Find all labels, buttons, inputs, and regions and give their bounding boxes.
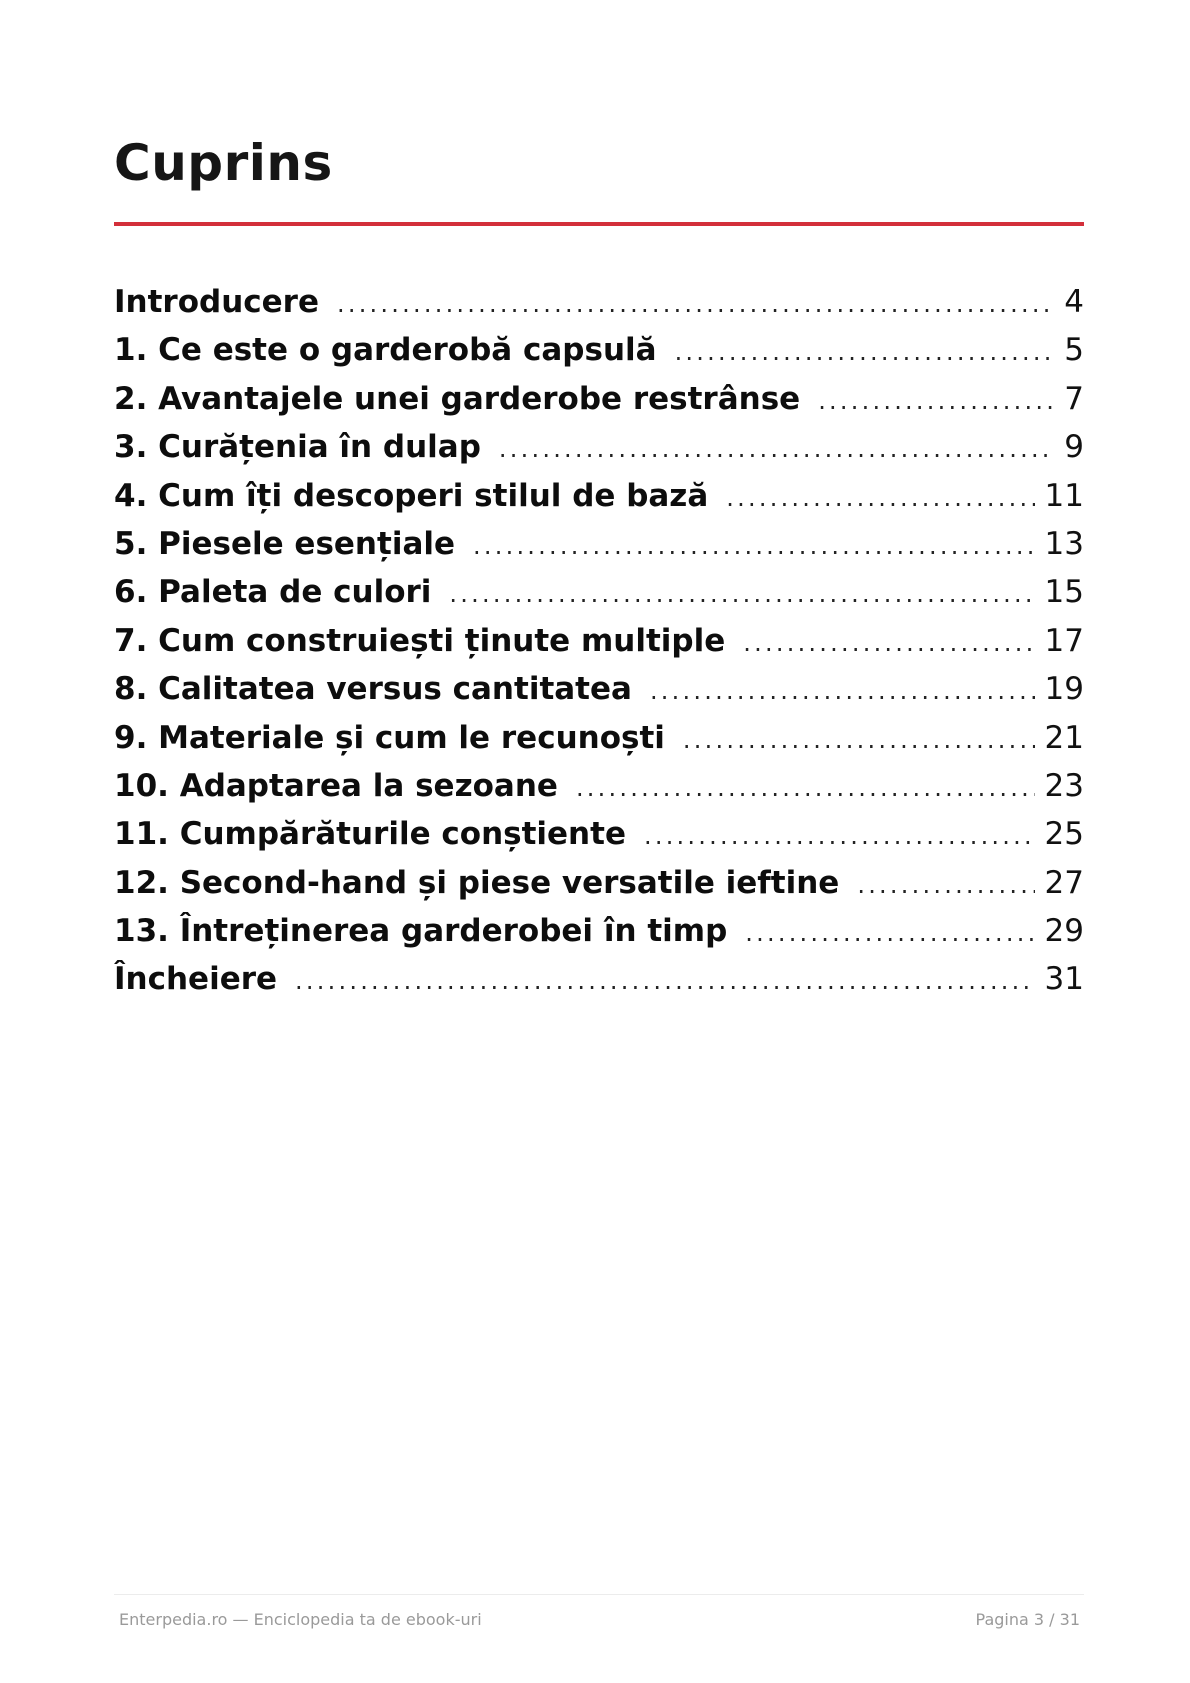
toc-entry-label: 9. Materiale și cum le recunoști bbox=[114, 719, 665, 756]
toc-dot-leader bbox=[818, 377, 1054, 425]
toc-entry-label: 1. Ce este o garderobă capsulă bbox=[114, 332, 657, 369]
toc-entry-page: 23 bbox=[1044, 767, 1084, 804]
toc-entry[interactable] bbox=[114, 326, 1084, 374]
toc-entry-page: 27 bbox=[1044, 864, 1084, 901]
toc-dot-leader bbox=[683, 716, 1035, 764]
toc-dot-leader bbox=[449, 570, 1034, 618]
toc-entry-label: 6. Paleta de culori bbox=[114, 574, 432, 611]
toc-entry[interactable] bbox=[114, 520, 1084, 568]
footer-divider bbox=[114, 1594, 1084, 1595]
toc-entry-page: 31 bbox=[1044, 961, 1084, 998]
toc-entry-label: 10. Adaptarea la sezoane bbox=[114, 767, 558, 804]
toc-entry[interactable] bbox=[114, 714, 1084, 762]
toc-dot-leader bbox=[726, 474, 1034, 522]
toc-entry-page: 4 bbox=[1064, 284, 1084, 320]
toc-entry-label: 8. Calitatea versus cantitatea bbox=[114, 671, 632, 708]
toc-entry-label: Introducere bbox=[114, 284, 319, 320]
toc-entry[interactable] bbox=[114, 665, 1084, 713]
toc-entry-label: 5. Piesele esențiale bbox=[114, 525, 456, 562]
toc-entry-page: 13 bbox=[1044, 525, 1084, 562]
toc-entry[interactable] bbox=[114, 617, 1084, 665]
toc-dot-leader bbox=[337, 280, 1054, 328]
toc-entry-label: 3. Curățenia în dulap bbox=[114, 429, 481, 466]
page-title: Cuprins bbox=[114, 134, 333, 192]
footer-site-text: Enterpedia.ro — Enciclopedia ta de ebook-uri bbox=[119, 1610, 482, 1629]
toc-entry[interactable] bbox=[114, 375, 1084, 423]
toc-dot-leader bbox=[650, 667, 1035, 715]
toc-dot-leader bbox=[473, 522, 1035, 570]
toc-entry-label: 11. Cumpărăturile conștiente bbox=[114, 816, 626, 853]
toc-entry-label: Încheiere bbox=[114, 961, 278, 998]
toc-entry[interactable] bbox=[114, 810, 1084, 858]
toc-entry-page: 15 bbox=[1044, 574, 1084, 611]
toc-entry-label: 4. Cum îți descoperi stilul de bază bbox=[114, 477, 709, 514]
toc-entry-label: 2. Avantajele unei garderobe restrânse bbox=[114, 380, 801, 417]
toc-dot-leader bbox=[675, 328, 1055, 376]
toc-entry-page: 5 bbox=[1064, 332, 1084, 369]
toc-entry[interactable] bbox=[114, 955, 1084, 1003]
toc-entry[interactable] bbox=[114, 472, 1084, 520]
toc-entry-page: 7 bbox=[1064, 380, 1084, 417]
toc-entry-page: 19 bbox=[1044, 671, 1084, 708]
footer-page-indicator: Pagina 3 / 31 bbox=[975, 1610, 1080, 1629]
table-of-contents bbox=[114, 278, 1084, 1004]
toc-entry-label: 7. Cum construiești ținute multiple bbox=[114, 622, 726, 659]
toc-dot-leader bbox=[295, 957, 1035, 1005]
toc-dot-leader bbox=[857, 861, 1034, 909]
toc-entry-label: 13. Întreținerea garderobei în timp bbox=[114, 913, 728, 950]
toc-dot-leader bbox=[644, 812, 1035, 860]
toc-entry-page: 17 bbox=[1044, 622, 1084, 659]
toc-dot-leader bbox=[743, 619, 1034, 667]
toc-entry[interactable] bbox=[114, 907, 1084, 955]
toc-entry-page: 29 bbox=[1044, 913, 1084, 950]
toc-entry[interactable] bbox=[114, 568, 1084, 616]
toc-entry-page: 21 bbox=[1044, 719, 1084, 756]
title-divider bbox=[114, 222, 1084, 226]
toc-dot-leader bbox=[499, 425, 1054, 473]
toc-entry[interactable] bbox=[114, 423, 1084, 471]
toc-dot-leader bbox=[576, 764, 1035, 812]
toc-dot-leader bbox=[745, 909, 1034, 957]
toc-entry-page: 9 bbox=[1064, 429, 1084, 466]
toc-entry-page: 25 bbox=[1044, 816, 1084, 853]
toc-entry[interactable] bbox=[114, 762, 1084, 810]
toc-entry[interactable] bbox=[114, 278, 1084, 326]
toc-entry[interactable] bbox=[114, 859, 1084, 907]
toc-entry-page: 11 bbox=[1044, 477, 1084, 514]
toc-entry-label: 12. Second-hand și piese versatile ieftine bbox=[114, 864, 840, 901]
